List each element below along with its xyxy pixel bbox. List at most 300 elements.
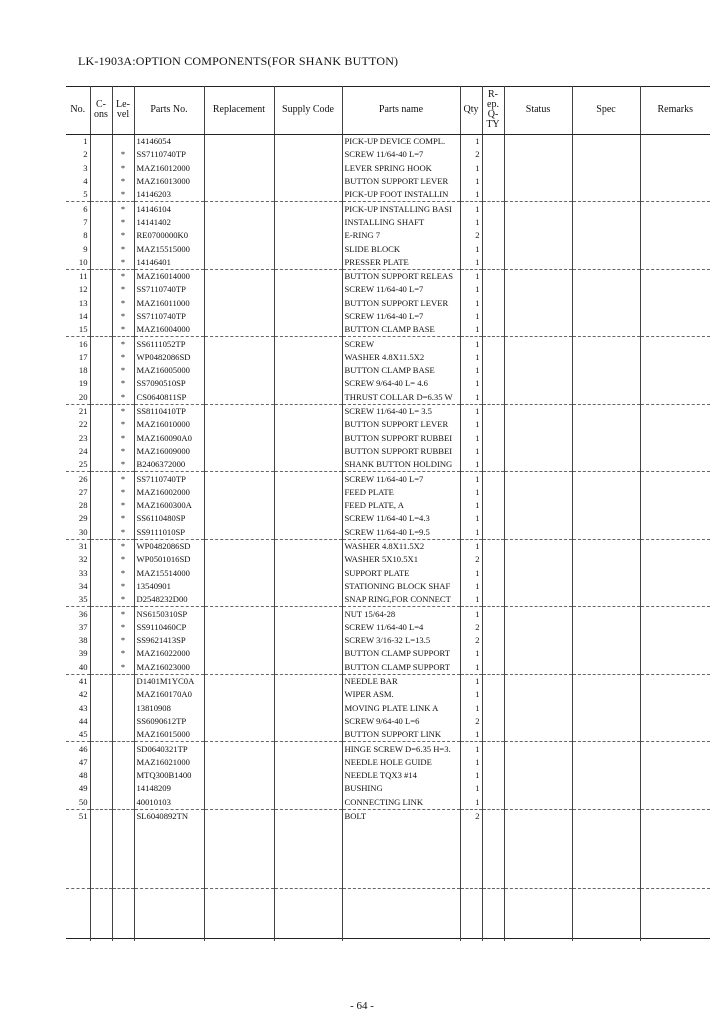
cell-remarks (640, 634, 710, 647)
col-header-spec: Spec (572, 86, 640, 135)
cell-no: 2 (83, 149, 88, 160)
cell-remarks (640, 364, 710, 377)
cell-cons (90, 404, 112, 418)
cell-replacement (204, 242, 274, 255)
cell-replacement (204, 458, 274, 472)
blank-cell (482, 849, 504, 862)
cell-supply-code (274, 756, 342, 769)
cell-level: * (112, 188, 134, 202)
cell-no: 14 (78, 311, 88, 321)
cell-status (504, 283, 572, 296)
cell-level: * (112, 621, 134, 634)
cell-level: * (112, 297, 134, 310)
cell-supply-code (274, 580, 342, 593)
blank-cell (90, 875, 112, 889)
cell-no: 28 (78, 500, 88, 511)
cell-replacement (204, 445, 274, 458)
blank-cell (204, 836, 274, 849)
cell-replacement (204, 323, 274, 337)
cell-replacement (204, 647, 274, 660)
cell-supply-code (274, 661, 342, 675)
cell-level (112, 688, 134, 701)
blank-cell (482, 875, 504, 889)
cell-replacement (204, 364, 274, 377)
cell-parts-no: B2406372000 (134, 458, 204, 472)
cell-qty: 1 (460, 499, 482, 512)
cell-parts-name: SCREW 11/64-40 L=7 (342, 310, 460, 323)
blank-cell (90, 915, 112, 928)
blank-cell (112, 875, 134, 889)
cell-parts-name: BUTTON CLAMP SUPPORT (342, 647, 460, 660)
blank-cell (342, 849, 460, 862)
cell-parts-name: FEED PLATE (342, 486, 460, 499)
cell-replacement (204, 688, 274, 701)
cell-parts-no: SS6110480SP (134, 512, 204, 525)
blank-cell (572, 928, 640, 941)
cell-rep-qty (482, 512, 504, 525)
blank-cell (342, 915, 460, 928)
cell-rep-qty (482, 188, 504, 202)
cell-remarks (640, 418, 710, 431)
blank-cell (274, 915, 342, 928)
cell-remarks (640, 256, 710, 270)
table-row (66, 297, 710, 310)
cell-status (504, 310, 572, 323)
blank-cell (134, 836, 204, 849)
cell-cons (90, 472, 112, 486)
cell-qty: 1 (460, 647, 482, 660)
cell-qty: 1 (460, 202, 482, 216)
cell-cons (90, 297, 112, 310)
cell-parts-name: SCREW 11/64-40 L=7 (342, 148, 460, 161)
cell-rep-qty (482, 269, 504, 283)
cell-no: 18 (78, 365, 88, 376)
cell-no: 36 (78, 608, 88, 619)
cell-no: 31 (78, 541, 88, 552)
cell-rep-qty (482, 432, 504, 445)
blank-cell (112, 849, 134, 862)
cell-remarks (640, 297, 710, 310)
cell-qty: 1 (460, 607, 482, 621)
cell-spec (572, 634, 640, 647)
cell-cons (90, 593, 112, 607)
blank-cell (342, 889, 460, 903)
cell-cons (90, 621, 112, 634)
cell-replacement (204, 377, 274, 390)
cell-level: * (112, 310, 134, 323)
col-header-status: Status (504, 86, 572, 135)
cell-spec (572, 621, 640, 634)
cell-no: 19 (78, 378, 88, 389)
blank-cell (572, 915, 640, 928)
cell-qty: 1 (460, 175, 482, 188)
blank-cell (572, 889, 640, 903)
blank-row (66, 889, 710, 903)
cell-cons (90, 256, 112, 270)
cell-status (504, 269, 572, 283)
cell-supply-code (274, 135, 342, 149)
cell-replacement (204, 432, 274, 445)
blank-cell (90, 889, 112, 903)
blank-cell (482, 902, 504, 915)
cell-level: * (112, 512, 134, 525)
blank-cell (572, 849, 640, 862)
blank-cell (204, 928, 274, 941)
cell-status (504, 445, 572, 458)
cell-parts-name: SCREW 11/64-40 L=4 (342, 621, 460, 634)
cell-parts-name: HINGE SCREW D=6.35 H=3. (342, 742, 460, 756)
cell-cons (90, 175, 112, 188)
cell-no: 32 (78, 554, 88, 565)
cell-no: 38 (78, 635, 88, 646)
cell-cons (90, 202, 112, 216)
blank-cell (112, 928, 134, 941)
cell-no: 17 (78, 351, 88, 362)
blank-cell (482, 823, 504, 836)
cell-replacement (204, 229, 274, 242)
blank-cell (90, 849, 112, 862)
cell-replacement (204, 634, 274, 647)
cell-rep-qty (482, 162, 504, 175)
blank-row (66, 836, 710, 849)
cell-remarks (640, 715, 710, 728)
cell-parts-no: 40010103 (134, 796, 204, 810)
cell-remarks (640, 269, 710, 283)
blank-cell (134, 902, 204, 915)
cell-rep-qty (482, 351, 504, 364)
cell-rep-qty (482, 486, 504, 499)
cell-no: 39 (78, 648, 88, 659)
cell-supply-code (274, 539, 342, 553)
cell-replacement (204, 742, 274, 756)
cell-cons (90, 310, 112, 323)
cell-status (504, 418, 572, 431)
cell-supply-code (274, 256, 342, 270)
cell-supply-code (274, 688, 342, 701)
blank-row (66, 823, 710, 836)
cell-cons (90, 809, 112, 823)
cell-supply-code (274, 364, 342, 377)
cell-status (504, 701, 572, 714)
cell-spec (572, 499, 640, 512)
blank-cell (66, 836, 90, 849)
cell-cons (90, 486, 112, 499)
cell-cons (90, 674, 112, 688)
cell-remarks (640, 148, 710, 161)
cell-remarks (640, 216, 710, 229)
blank-cell (342, 823, 460, 836)
cell-rep-qty (482, 175, 504, 188)
blank-cell (112, 902, 134, 915)
cell-supply-code (274, 297, 342, 310)
cell-spec (572, 688, 640, 701)
cell-parts-no: MAZ15514000 (134, 567, 204, 580)
blank-cell (342, 875, 460, 889)
cell-no: 10 (66, 256, 90, 270)
cell-no: 5 (66, 188, 90, 202)
cell-status (504, 297, 572, 310)
blank-cell (640, 849, 710, 862)
table-row (66, 526, 710, 540)
cell-status (504, 539, 572, 553)
cell-supply-code (274, 216, 342, 229)
table-row (66, 351, 710, 364)
cell-parts-name: WASHER 4.8X11.5X2 (342, 539, 460, 553)
cell-parts-no: SS6111052TP (134, 337, 204, 351)
cell-level: * (112, 499, 134, 512)
cell-cons (90, 580, 112, 593)
cell-supply-code (274, 202, 342, 216)
cell-remarks (640, 580, 710, 593)
cell-remarks (640, 782, 710, 795)
cell-parts-name: E-RING 7 (342, 229, 460, 242)
cell-cons (90, 418, 112, 431)
cell-spec (572, 782, 640, 795)
cell-remarks (640, 499, 710, 512)
cell-no: 44 (78, 715, 88, 726)
table-row (66, 162, 710, 175)
cell-remarks (640, 647, 710, 660)
cell-replacement (204, 674, 274, 688)
cell-replacement (204, 175, 274, 188)
cell-supply-code (274, 742, 342, 756)
cell-remarks (640, 188, 710, 202)
cell-parts-name: SHANK BUTTON HOLDING (342, 458, 460, 472)
cell-level: * (112, 148, 134, 161)
cell-level (112, 769, 134, 782)
cell-level (112, 796, 134, 810)
cell-rep-qty (482, 701, 504, 714)
cell-parts-name: SUPPORT PLATE (342, 567, 460, 580)
cell-level (112, 782, 134, 795)
cell-replacement (204, 486, 274, 499)
cell-spec (572, 256, 640, 270)
cell-supply-code (274, 553, 342, 566)
cell-status (504, 647, 572, 660)
table-row (66, 377, 710, 390)
cell-no: 50 (66, 796, 90, 810)
cell-status (504, 715, 572, 728)
table-row (66, 769, 710, 782)
cell-parts-no: MAZ1600300A (134, 499, 204, 512)
cell-no: 1 (83, 136, 88, 147)
cell-rep-qty (482, 728, 504, 742)
cell-qty: 1 (460, 567, 482, 580)
table-row (66, 674, 710, 688)
cell-supply-code (274, 809, 342, 823)
cell-parts-name: BUTTON SUPPORT LEVER (342, 175, 460, 188)
cell-parts-no: MAZ16005000 (134, 364, 204, 377)
cell-qty: 1 (460, 162, 482, 175)
cell-cons (90, 458, 112, 472)
cell-status (504, 634, 572, 647)
cell-rep-qty (482, 458, 504, 472)
cell-level: * (112, 553, 134, 566)
cell-parts-no: MAZ16022000 (134, 647, 204, 660)
cell-parts-no: WP0482086SD (134, 539, 204, 553)
cell-cons (90, 242, 112, 255)
cell-parts-no: MAZ16010000 (134, 418, 204, 431)
cell-remarks (640, 593, 710, 607)
cell-level: * (112, 256, 134, 270)
cell-status (504, 135, 572, 149)
cell-qty: 1 (460, 688, 482, 701)
cell-qty: 2 (460, 634, 482, 647)
cell-status (504, 432, 572, 445)
cell-spec (572, 486, 640, 499)
cell-supply-code (274, 769, 342, 782)
cell-rep-qty (482, 647, 504, 660)
cell-supply-code (274, 701, 342, 714)
cell-level: * (112, 418, 134, 431)
cell-parts-name: SCREW 9/64-40 L=6 (342, 715, 460, 728)
cell-qty: 1 (460, 458, 482, 472)
cell-supply-code (274, 607, 342, 621)
cell-supply-code (274, 148, 342, 161)
cell-parts-no: MAZ16012000 (134, 162, 204, 175)
cell-cons (90, 796, 112, 810)
cell-supply-code (274, 715, 342, 728)
cell-parts-no: MAZ16021000 (134, 756, 204, 769)
cell-rep-qty (482, 418, 504, 431)
cell-qty: 1 (460, 796, 482, 810)
cell-no: 29 (78, 513, 88, 524)
cell-rep-qty (482, 526, 504, 540)
cell-parts-no: MAZ15515000 (134, 242, 204, 255)
blank-cell (112, 823, 134, 836)
blank-cell (482, 928, 504, 941)
cell-remarks (640, 661, 710, 675)
cell-replacement (204, 593, 274, 607)
cell-cons (90, 135, 112, 149)
blank-cell (504, 915, 572, 928)
cell-parts-name: BUTTON SUPPORT RUBBEI (342, 445, 460, 458)
cell-cons (90, 323, 112, 337)
cell-status (504, 756, 572, 769)
cell-parts-name: BUTTON CLAMP SUPPORT (342, 661, 460, 675)
table-row (66, 539, 710, 553)
cell-spec (572, 432, 640, 445)
cell-supply-code (274, 242, 342, 255)
cell-no: 27 (78, 486, 88, 497)
blank-cell (460, 889, 482, 903)
table-row (66, 647, 710, 660)
table-row (66, 269, 710, 283)
blank-cell (274, 862, 342, 875)
cell-status (504, 593, 572, 607)
cell-replacement (204, 202, 274, 216)
cell-no: 35 (66, 593, 90, 607)
cell-parts-name: BUSHING (342, 782, 460, 795)
cell-status (504, 580, 572, 593)
blank-cell (134, 862, 204, 875)
cell-spec (572, 202, 640, 216)
blank-cell (460, 902, 482, 915)
cell-replacement (204, 701, 274, 714)
cell-status (504, 202, 572, 216)
cell-spec (572, 404, 640, 418)
cell-replacement (204, 337, 274, 351)
cell-replacement (204, 297, 274, 310)
cell-level: * (112, 323, 134, 337)
table-row (66, 337, 710, 351)
cell-cons (90, 216, 112, 229)
cell-remarks (640, 742, 710, 756)
cell-remarks (640, 607, 710, 621)
cell-status (504, 512, 572, 525)
cell-parts-no: MAZ16013000 (134, 175, 204, 188)
cell-parts-no: SS7110740TP (134, 283, 204, 296)
cell-parts-name: THRUST COLLAR D=6.35 W (342, 391, 460, 405)
cell-remarks (640, 242, 710, 255)
cell-parts-name: NEEDLE BAR (342, 674, 460, 688)
cell-rep-qty (482, 323, 504, 337)
cell-spec (572, 216, 640, 229)
cell-qty: 1 (460, 593, 482, 607)
cell-cons (90, 162, 112, 175)
cell-spec (572, 526, 640, 540)
blank-cell (274, 928, 342, 941)
cell-level (112, 742, 134, 756)
cell-parts-name: PICK-UP INSTALLING BASI (342, 202, 460, 216)
table-row (66, 486, 710, 499)
blank-cell (640, 928, 710, 941)
table-body (66, 135, 710, 942)
blank-cell (504, 849, 572, 862)
cell-level: * (112, 202, 134, 216)
cell-parts-no: MTQ300B1400 (134, 769, 204, 782)
cell-supply-code (274, 445, 342, 458)
cell-rep-qty (482, 607, 504, 621)
cell-parts-no: RE0700000K0 (134, 229, 204, 242)
cell-qty: 2 (460, 553, 482, 566)
blank-row (66, 902, 710, 915)
cell-replacement (204, 607, 274, 621)
cell-supply-code (274, 472, 342, 486)
cell-qty: 1 (460, 486, 482, 499)
cell-qty: 1 (460, 539, 482, 553)
cell-no: 15 (66, 323, 90, 337)
cell-spec (572, 567, 640, 580)
table-row (66, 728, 710, 742)
cell-rep-qty (482, 756, 504, 769)
cell-parts-no: WP0501016SD (134, 553, 204, 566)
cell-qty: 1 (460, 742, 482, 756)
cell-parts-name: WASHER 4.8X11.5X2 (342, 351, 460, 364)
cell-level: * (112, 607, 134, 621)
blank-cell (460, 862, 482, 875)
cell-rep-qty (482, 445, 504, 458)
cell-no: 12 (78, 284, 88, 295)
cell-spec (572, 756, 640, 769)
table-row (66, 418, 710, 431)
cell-qty: 1 (460, 701, 482, 714)
blank-cell (640, 889, 710, 903)
cell-replacement (204, 256, 274, 270)
cell-replacement (204, 391, 274, 405)
cell-parts-no: 14146104 (134, 202, 204, 216)
cell-spec (572, 445, 640, 458)
cell-replacement (204, 539, 274, 553)
cell-cons (90, 377, 112, 390)
cell-qty: 1 (460, 297, 482, 310)
cell-rep-qty (482, 229, 504, 242)
cell-supply-code (274, 486, 342, 499)
blank-cell (572, 836, 640, 849)
cell-remarks (640, 445, 710, 458)
cell-parts-no: SS7110740TP (134, 148, 204, 161)
cell-level: * (112, 351, 134, 364)
